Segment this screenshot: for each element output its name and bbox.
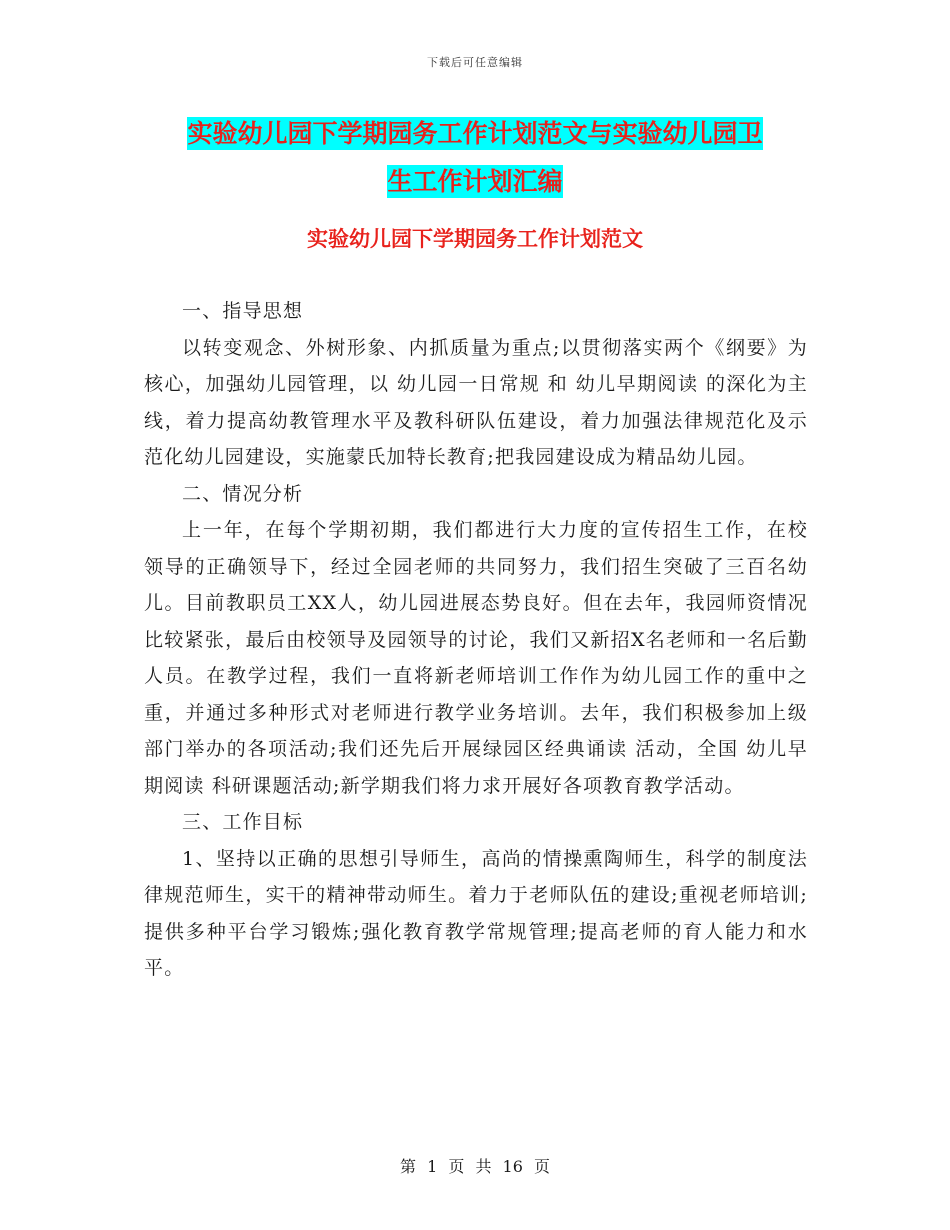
paragraph-situation-analysis: 上一年，在每个学期初期，我们都进行大力度的宣传招生工作，在校领导的正确领导下，经过全园老师的共同努力，我们招生突破了三百名幼儿。目前教职员工XX人，幼儿园进展态势良好。但在去年，我园师资情况比较紧张，最后由校领导及园领导的讨论，我们又新招X名老师和一名后勤人员。在教学过程，我们一直将新老师培训工作作为幼儿园工作的重中之重，并通过多种形式对老师进行教学业务培训。去年，我们积极参加上级部门举办的各项活动;我们还先后开展绿园区经典诵读 活动，全国 幼儿早期阅读 科研课题活动;新学期我们将力求开展好各项教育教学活动。 <box>144 519 808 797</box>
title-highlight: 实验幼儿园下学期园务工作计划范文与实验幼儿园卫 <box>187 119 763 148</box>
section-title: 实验幼儿园下学期园务工作计划范文 <box>307 227 643 251</box>
document-title-line-2 <box>0 158 950 206</box>
page-number-footer: 第 1 页 共 16 页 <box>400 1157 550 1176</box>
paragraph-guiding-thought: 以转变观念、外树形象、内抓质量为重点;以贯彻落实两个《纲要》为核心，加强幼儿园管理，以 幼儿园一日常规 和 幼儿早期阅读 的深化为主线，着力提高幼教管理水平及教科研队伍建设，着力加强法律规范化及示范化幼儿园建设，实施蒙氏加特长教育;把我园建设成为精品幼儿园。 <box>144 336 808 468</box>
document-title-line-1 <box>0 110 950 158</box>
document-title <box>0 110 950 206</box>
heading-work-goals: 三、工作目标 <box>182 811 304 833</box>
page-header-note: 下载后可任意编辑 <box>427 56 523 69</box>
heading-situation-analysis: 二、情况分析 <box>182 482 304 505</box>
paragraph-work-goals-1: 1、坚持以正确的思想引导师生，高尚的情操熏陶师生，科学的制度法律规范师生，实干的精神带动师生。着力于老师队伍的建设;重视老师培训;提供多种平台学习锻炼;强化教育教学常规管理;提高老师的育人能力和水平。 <box>144 847 808 979</box>
document-body <box>144 293 808 987</box>
title-highlight: 生工作计划汇编 <box>387 167 563 196</box>
heading-guiding-thought: 一、指导思想 <box>182 300 304 322</box>
